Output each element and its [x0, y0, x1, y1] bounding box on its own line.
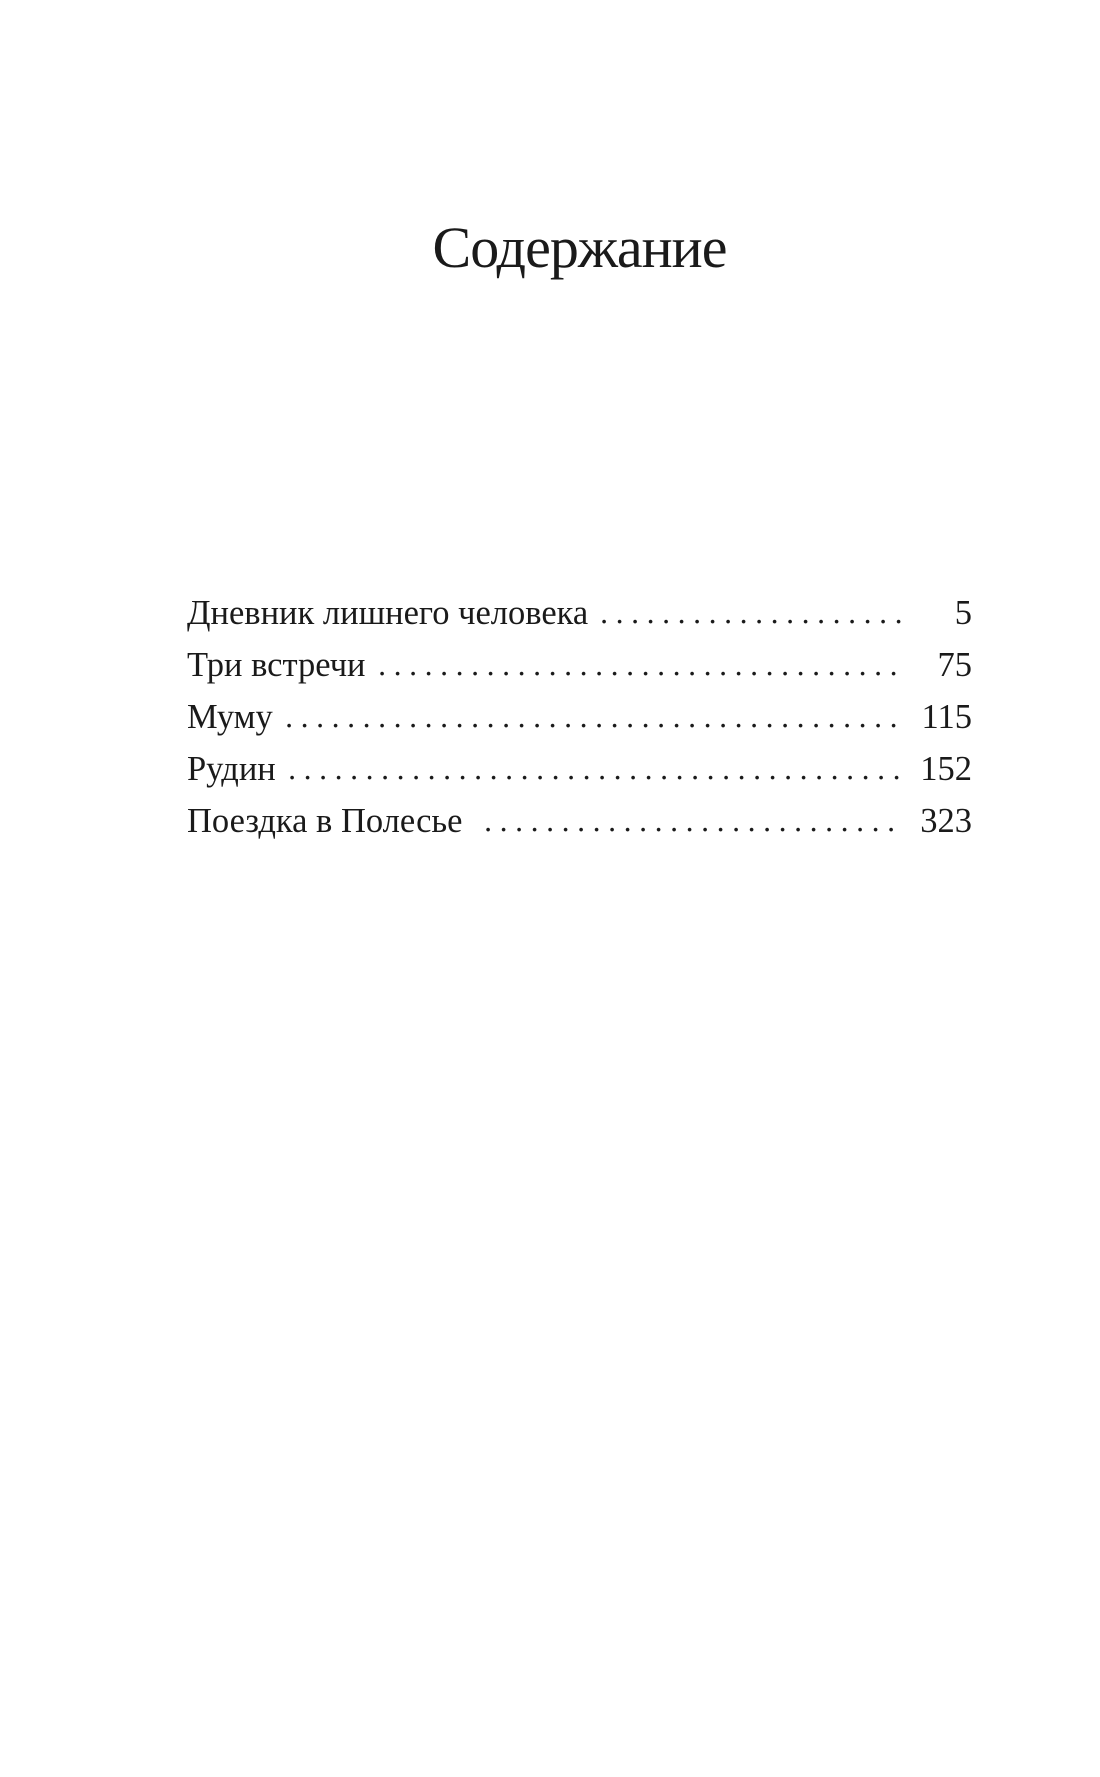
toc-entry-title: Муму [187, 698, 273, 736]
dot-leader [602, 619, 904, 624]
toc-entry-page-number: 75 [937, 646, 972, 684]
dot-leader [486, 827, 904, 832]
toc-entry [187, 639, 972, 691]
toc-entry [187, 795, 972, 847]
toc-entry [187, 691, 972, 743]
table-of-contents [187, 587, 972, 847]
toc-entry-title: Поездка в Полесье [187, 802, 463, 840]
toc-entry-page-number: 115 [921, 698, 972, 736]
toc-entry [187, 743, 972, 795]
toc-entry-page-number: 5 [954, 594, 972, 632]
dot-leader [287, 723, 904, 728]
toc-entry-page-number: 152 [920, 750, 972, 788]
toc-entry-title: Три встречи [187, 646, 366, 684]
dot-leader [290, 775, 904, 780]
toc-entry-title: Дневник лишнего человека [187, 594, 589, 632]
toc-entry [187, 587, 972, 639]
dot-leader [380, 671, 904, 676]
page-title: Содержание [432, 215, 727, 280]
toc-entry-page-number: 323 [920, 802, 972, 840]
toc-entry-title: Рудин [187, 750, 276, 788]
